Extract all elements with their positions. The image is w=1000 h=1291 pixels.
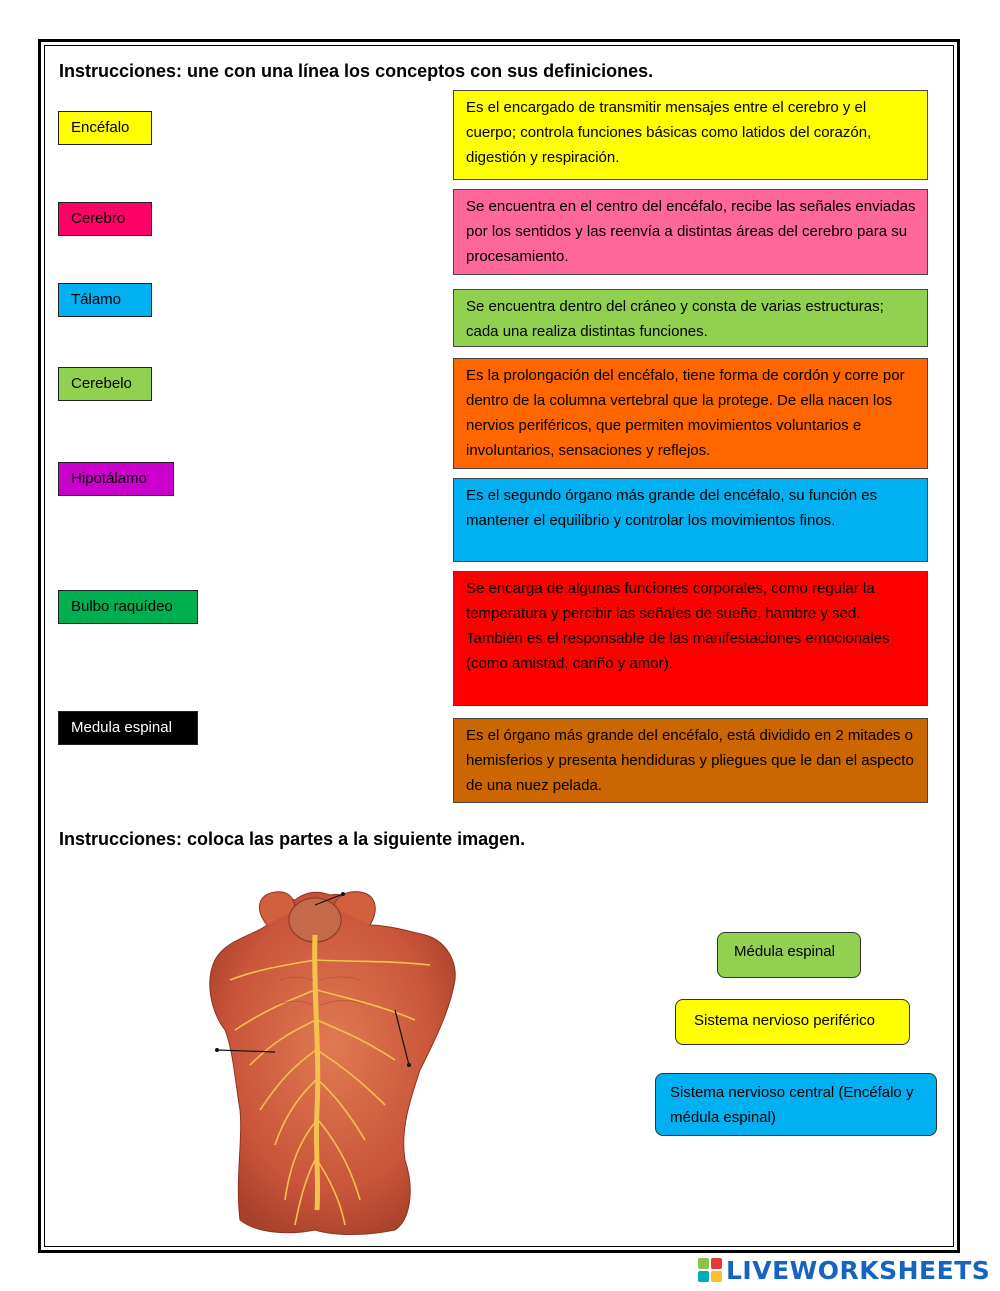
definition-box[interactable] [453, 358, 928, 469]
concept-label: Tálamo [71, 291, 122, 308]
liveworksheets-logo [698, 1256, 990, 1284]
labeling-instructions: Instrucciones: coloca las partes a la siguiente imagen. [59, 829, 526, 849]
definition-text: Es el encargado de transmitir mensajes entre el cerebro y el cuerpo; controla funciones básicas como latidos del corazón, digestión y respiración. [466, 99, 872, 166]
logo-text: LIVEWORKSHEETS [726, 1255, 991, 1285]
label-central-nervous-system[interactable] [655, 1073, 937, 1136]
matching-instructions: Instrucciones: une con una línea los conceptos con sus definiciones. [59, 61, 654, 81]
concept-box[interactable] [58, 711, 198, 745]
nervous-system-body-image [195, 880, 485, 1240]
concept-label: Encéfalo [71, 119, 130, 136]
label-spinal-cord-text: Médula espinal [734, 943, 835, 960]
pointer-dot-head [341, 892, 345, 896]
concept-label: Bulbo raquídeo [71, 598, 173, 615]
concept-box[interactable] [58, 590, 198, 624]
label-peripheral-text: Sistema nervioso periférico [694, 1012, 875, 1029]
logo-tile [698, 1258, 709, 1269]
logo-tile [698, 1271, 709, 1282]
definition-text: Es el segundo órgano más grande del encéfalo, su función es mantener el equilibrio y controlar los movimientos finos. [466, 487, 878, 529]
pointer-dot-nerve [407, 1063, 411, 1067]
concept-box[interactable] [58, 111, 152, 145]
definition-text: Se encuentra en el centro del encéfalo, recibe las señales enviadas por los sentidos y las reenvía a distintas áreas del cerebro para su procesamiento. [466, 198, 916, 265]
label-spinal-cord[interactable] [717, 932, 861, 978]
label-peripheral-nervous-system[interactable] [675, 999, 910, 1045]
logo-tile [711, 1271, 722, 1282]
concept-box[interactable] [58, 367, 152, 401]
logo-tiles [698, 1258, 722, 1282]
definition-box[interactable] [453, 718, 928, 803]
body-silhouette [210, 892, 455, 1234]
concept-box[interactable] [58, 202, 152, 236]
definition-box[interactable] [453, 571, 928, 706]
label-central-text: Sistema nervioso central (Encéfalo y médula espinal) [670, 1084, 914, 1126]
concept-label: Hipotálamo [71, 470, 147, 487]
logo-tile [711, 1258, 722, 1269]
definition-text: Es el órgano más grande del encéfalo, está dividido en 2 mitades o hemisferios y presenta hendiduras y pliegues que le dan el aspecto de una nuez pelada. [466, 727, 914, 794]
definition-box[interactable] [453, 90, 928, 180]
definition-text: Se encuentra dentro del cráneo y consta de varias estructuras; cada una realiza distintas funciones. [466, 298, 884, 340]
definition-box[interactable] [453, 289, 928, 347]
concept-box[interactable] [58, 462, 174, 496]
concept-box[interactable] [58, 283, 152, 317]
pointer-dot-spine [215, 1048, 219, 1052]
concept-label: Cerebelo [71, 375, 132, 392]
definition-text: Es la prolongación del encéfalo, tiene forma de cordón y corre por dentro de la columna vertebral que la protege. De ella nacen los nervios periféricos, que permiten movimientos voluntarios e involuntarios, sensaciones y reflejos. [466, 367, 905, 459]
concept-label: Cerebro [71, 210, 126, 227]
definition-box[interactable] [453, 189, 928, 275]
concept-label: Medula espinal [71, 719, 172, 736]
definition-box[interactable] [453, 478, 928, 562]
definition-text: Se encarga de algunas funciones corporales, como regular la temperatura y percibir las señales de sueño, hambre y sed. También es el responsable de las manifestaciones emocionales (como amistad, cariño y amor). [466, 580, 890, 672]
